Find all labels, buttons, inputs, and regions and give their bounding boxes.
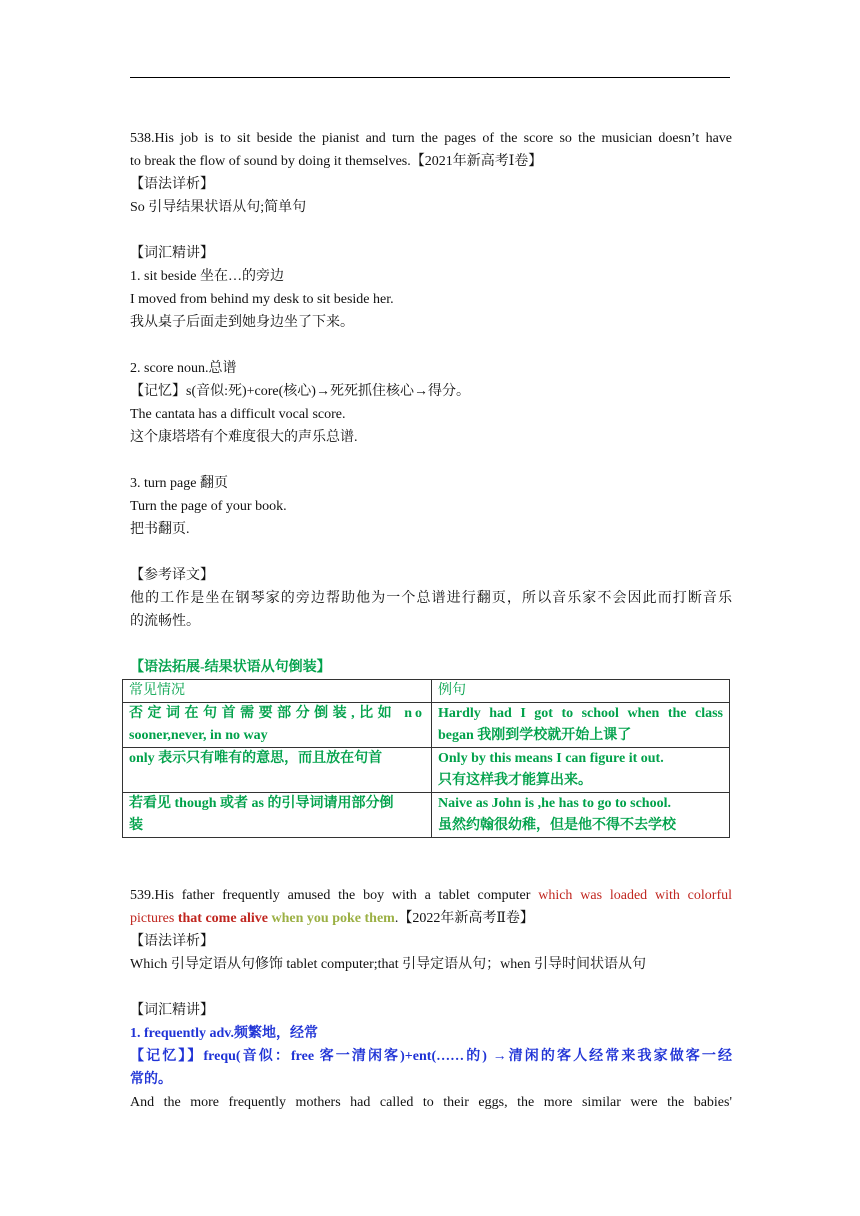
vocab-1-memo-line-1: 【记忆】】frequ(音似：free 客一清闲客)+ent(……的) →清闲的客人经常来我家做客一经 bbox=[130, 1049, 732, 1064]
table-cell bbox=[432, 793, 730, 838]
table-header-row bbox=[123, 680, 730, 703]
cell-line: Only by this means I can figure it out. bbox=[438, 751, 664, 766]
cell-line: sooner,never, in no way bbox=[129, 728, 268, 743]
table-cell bbox=[432, 703, 730, 748]
cell-line: Naive as John is ,he has to go to school. bbox=[438, 796, 671, 811]
translation-heading: 【参考译文】 bbox=[130, 568, 214, 583]
table-row bbox=[123, 748, 730, 793]
q539-which-clause-cont: pictures bbox=[130, 911, 178, 926]
vocab-1-example: And the more frequently mothers had called to their eggs, the more similar were the babies' bbox=[130, 1095, 732, 1110]
cell-line: 只有这样我才能算出来。 bbox=[438, 773, 592, 788]
table-cell bbox=[123, 703, 432, 748]
inversion-table bbox=[122, 679, 730, 838]
header-rule bbox=[130, 77, 730, 78]
cell-line: began 我刚到学校就开始上课了 bbox=[438, 728, 632, 743]
vocab-2-memo: 【记忆】s(音似:死)+core(核心)→死死抓住核心→得分。 bbox=[130, 384, 470, 399]
vocab-1-memo-line-2: 常的。 bbox=[130, 1072, 172, 1087]
cell-line: 虽然约翰很幼稚，但是他不得不去学校 bbox=[438, 818, 676, 833]
vocab-3-translation: 把书翻页. bbox=[130, 522, 190, 537]
q539-when-clause: when you poke them bbox=[268, 911, 395, 926]
q538-line-2: to break the flow of sound by doing it themselves.【2021年新高考Ⅰ卷】 bbox=[130, 154, 543, 169]
grammar-extension-heading: 【语法拓展-结果状语从句倒装】 bbox=[130, 660, 331, 675]
vocab-2-example: The cantata has a difficult vocal score. bbox=[130, 407, 346, 422]
q539-which-clause: which was loaded with colorful bbox=[538, 888, 732, 903]
q539-text: 539.His father frequently amused the boy with a tablet computer bbox=[130, 888, 539, 903]
vocab-3-title: 3. turn page 翻页 bbox=[130, 476, 228, 491]
cell-line: only 表示只有唯有的意思，而且放在句首 bbox=[129, 751, 383, 766]
table-row bbox=[123, 703, 730, 748]
table-row bbox=[123, 793, 730, 838]
cell-line: Hardly had I got to school when the class bbox=[438, 706, 723, 721]
table-header-cell: 常见情况 bbox=[123, 680, 432, 703]
cell-line: 装 bbox=[129, 818, 143, 833]
q539-line-2 bbox=[130, 907, 732, 930]
vocab-2-title: 2. score noun.总谱 bbox=[130, 361, 237, 376]
grammar-analysis: So 引导结果状语从句;简单句 bbox=[130, 200, 307, 215]
q538-line-1: 538.His job is to sit beside the pianist and turn the pages of the score so the musician doesn’t have bbox=[130, 131, 732, 146]
q539-that-clause: that come alive bbox=[177, 911, 269, 926]
vocab-2-translation: 这个康塔塔有个难度很大的声乐总谱. bbox=[130, 430, 358, 445]
translation-line-2: 的流畅性。 bbox=[130, 614, 200, 629]
vocab-3-example: Turn the page of your book. bbox=[130, 499, 287, 514]
q539-line-1 bbox=[130, 884, 732, 907]
vocab-heading: 【词汇精讲】 bbox=[130, 1003, 214, 1018]
vocab-heading: 【词汇精讲】 bbox=[130, 246, 214, 261]
table-cell bbox=[432, 748, 730, 793]
grammar-heading: 【语法详析】 bbox=[130, 934, 214, 949]
table-header-cell: 例句 bbox=[432, 680, 730, 703]
vocab-1-title: 1. frequently adv.频繁地，经常 bbox=[130, 1026, 318, 1041]
table-cell bbox=[123, 793, 432, 838]
cell-line: 否定词在句首需要部分倒装,比如 no bbox=[129, 706, 425, 721]
table-cell bbox=[123, 748, 432, 793]
translation-line-1: 他的工作是坐在钢琴家的旁边帮助他为一个总谱进行翻页，所以音乐家不会因此而打断音乐 bbox=[130, 591, 732, 606]
q539-source: .【2022年新高考Ⅱ卷】 bbox=[394, 911, 534, 926]
grammar-analysis: Which 引导定语从句修饰 tablet computer;that 引导定语从句；when 引导时间状语从句 bbox=[130, 957, 646, 972]
vocab-1-example: I moved from behind my desk to sit beside her. bbox=[130, 292, 394, 307]
grammar-heading: 【语法详析】 bbox=[130, 177, 214, 192]
vocab-1-title: 1. sit beside 坐在…的旁边 bbox=[130, 269, 284, 284]
document-body bbox=[130, 127, 732, 1114]
vocab-1-translation: 我从桌子后面走到她身边坐了下来。 bbox=[130, 315, 354, 330]
cell-line: 若看见 though 或者 as 的引导词请用部分倒 bbox=[129, 796, 394, 811]
